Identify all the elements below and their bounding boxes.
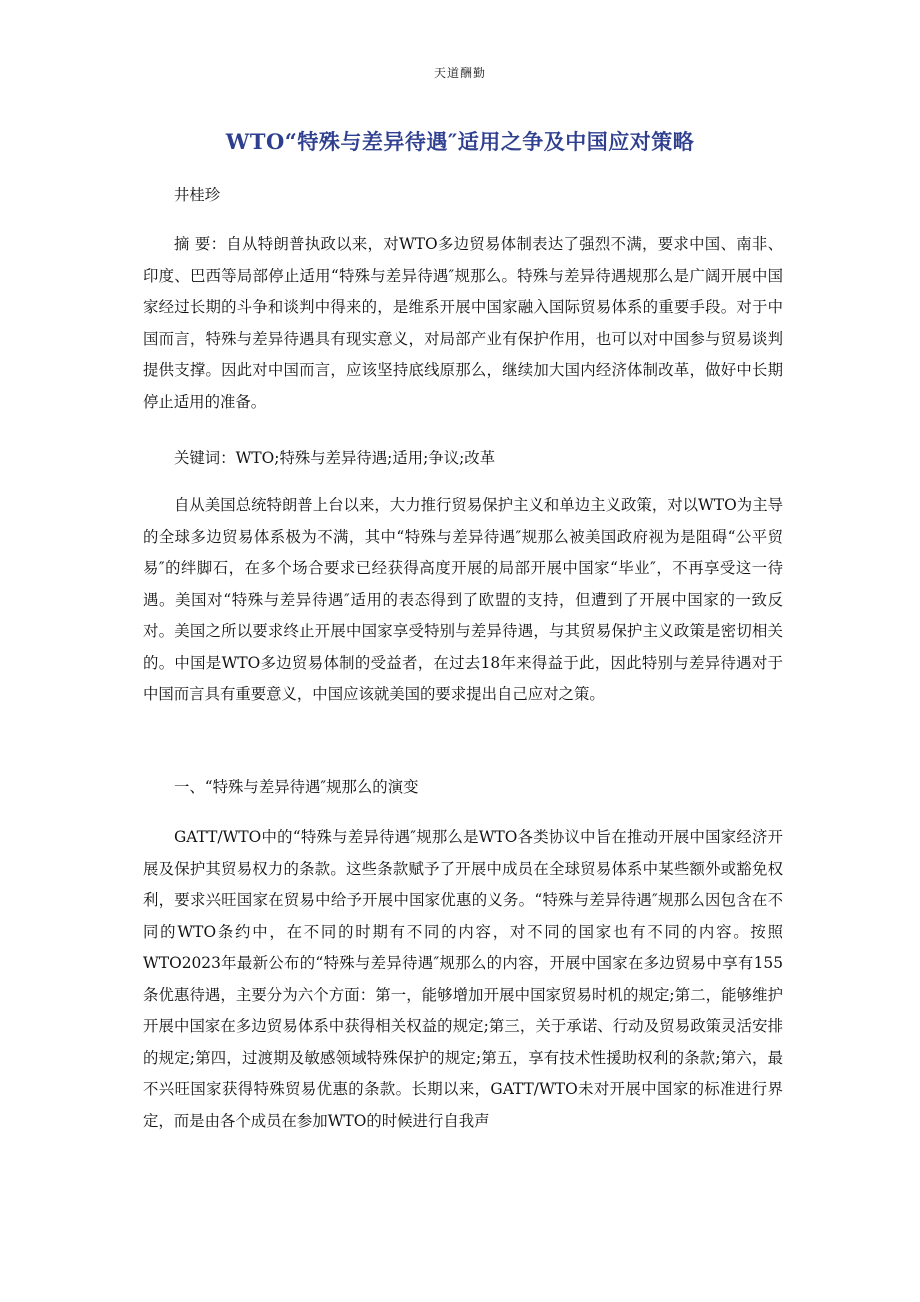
keywords-line: 关键词：WTO;特殊与差异待遇;适用;争议;改革 (174, 449, 496, 467)
abstract-paragraph: 摘 要：自从特朗普执政以来，对WTO多边贸易体制表达了强烈不满，要求中国、南非、印度、巴西等局部停止适用“特殊与差异待遇″规那么。特殊与差异待遇规那么是广阔开展中国家经过长期的斗争和谈判中得来的，是维系开展中国家融入国际贸易体系的重要手段。对于中国而言，特殊与差异待遇具有现实意义，对局部产业有保护作用，也可以对中国参与贸易谈判提供支撑。因此对中国而言，应该坚持底线原那么，继续加大国内经济体制改革，做好中长期停止适用的准备。 (143, 235, 783, 411)
article-title: WTO“特殊与差异待遇″适用之争及中国应对策略 (225, 129, 695, 154)
running-header: 天道酬勤 (433, 66, 486, 80)
body-paragraph-evolution: GATT/WTO中的“特殊与差异待遇″规那么是WTO各类协议中旨在推动开展中国家经济开展及保护其贸易权力的条款。这些条款赋予了开展中成员在全球贸易体系中某些额外或豁免权利，要求兴旺国家在贸易中给予开展中国家优惠的义务。“特殊与差异待遇″规那么因包含在不同的WTO条约中，在不同的时期有不同的内容，对不同的国家也有不同的内容。按照WTO2023年最新公布的“特殊与差异待遇″规那么的内容，开展中国家在多边贸易中享有155条优惠待遇，主要分为六个方面：第一，能够增加开展中国家贸易时机的规定;第二，能够维护开展中国家在多边贸易体系中获得相关权益的规定;第三，关于承诺、行动及贸易政策灵活安排的规定;第四，过渡期及敏感领域特殊保护的规定;第五，享有技术性援助权利的条款;第六，最不兴旺国家获得特殊贸易优惠的条款。长期以来，GATT/WTO未对开展中国家的标准进行界定，而是由各个成员在参加WTO的时候进行自我声 (143, 828, 783, 1130)
section-heading: 一、“特殊与差异待遇″规那么的演变 (174, 778, 419, 796)
body-paragraph-intro: 自从美国总统特朗普上台以来，大力推行贸易保护主义和单边主义政策，对以WTO为主导的全球多边贸易体系极为不满，其中“特殊与差异待遇″规那么被美国政府视为是阻碍“公平贸易″的绊脚石，在多个场合要求已经获得高度开展的局部开展中国家“毕业″，不再享受这一待遇。美国对“特殊与差异待遇″适用的表态得到了欧盟的支持，但遭到了开展中国家的一致反对。美国之所以要求终止开展中国家享受特别与差异待遇，与其贸易保护主义政策是密切相关的。中国是WTO多边贸易体制的受益者，在过去18年来得益于此，因此特别与差异待遇对于中国而言具有重要意义，中国应该就美国的要求提出自己应对之策。 (143, 496, 783, 703)
author-name: 井桂珍 (174, 186, 221, 204)
